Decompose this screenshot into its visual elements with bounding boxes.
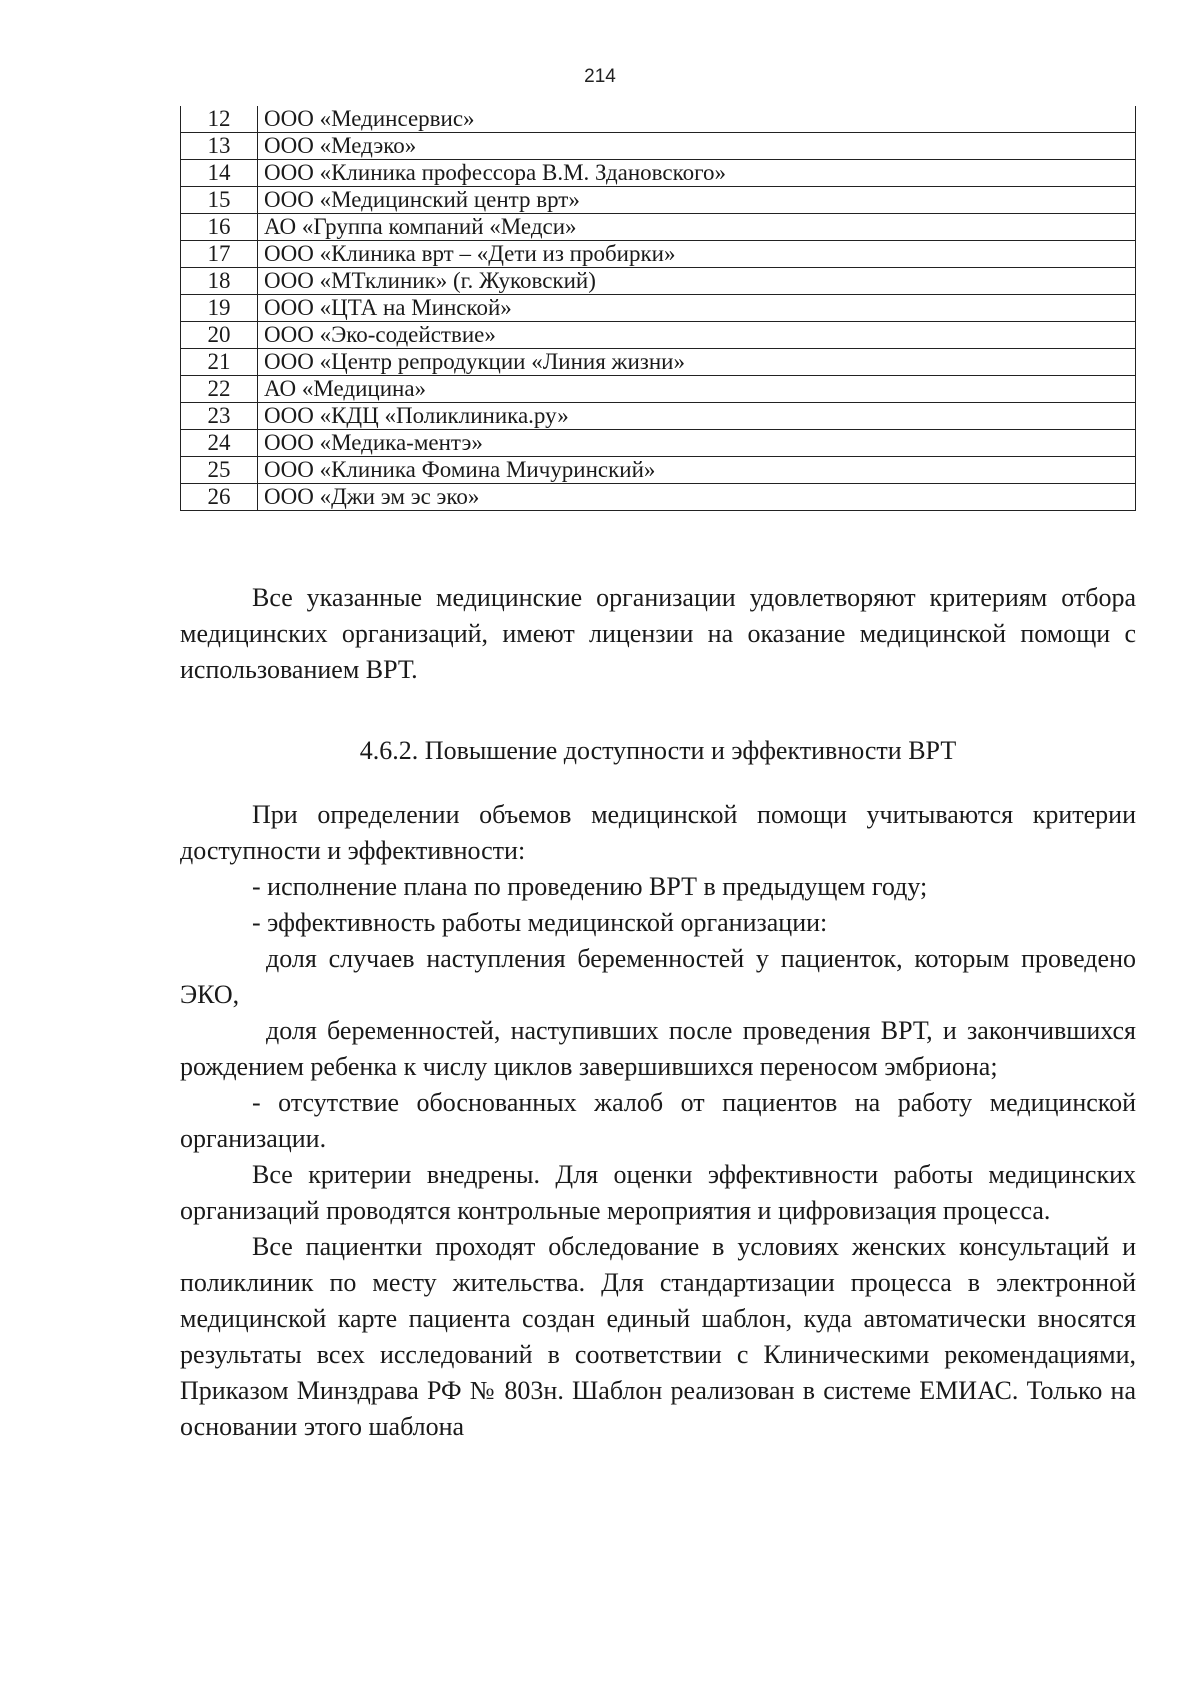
organization-name: ООО «Медика-ментэ» — [258, 430, 1136, 457]
row-number: 12 — [181, 106, 258, 133]
row-number: 21 — [181, 349, 258, 376]
organization-name: ООО «ЦТА на Минской» — [258, 295, 1136, 322]
table-row — [181, 457, 1136, 484]
list-item-plan: - исполнение плана по проведению ВРТ в предыдущем году; — [252, 872, 928, 901]
organization-name: ООО «Клиника профессора В.М. Здановского» — [258, 160, 1136, 187]
organization-name: ООО «Медицинский центр врт» — [258, 187, 1136, 214]
row-number: 23 — [181, 403, 258, 430]
organization-name: ООО «Мединсервис» — [258, 106, 1136, 133]
section-heading: 4.6.2. Повышение доступности и эффективности ВРТ — [359, 736, 957, 765]
paragraph-criteria-implemented: Все критерии внедрены. Для оценки эффективности работы медицинских организаций проводятся контрольные мероприятия и цифровизация процесса. — [180, 1160, 1136, 1225]
table-row — [181, 241, 1136, 268]
organization-name: ООО «Джи эм эс эко» — [258, 484, 1136, 511]
table-row — [181, 160, 1136, 187]
table-row — [181, 106, 1136, 133]
row-number: 16 — [181, 214, 258, 241]
organization-name: АО «Медицина» — [258, 376, 1136, 403]
page-number: 214 — [584, 66, 616, 87]
table-row — [181, 430, 1136, 457]
row-number: 14 — [181, 160, 258, 187]
sub-item-birth-rate: доля беременностей, наступивших после проведения ВРТ, и закончившихся рождением ребенка к числу циклов завершившихся переносом эмбриона; — [180, 1016, 1136, 1081]
table-row — [181, 403, 1136, 430]
table-row — [181, 349, 1136, 376]
table-row — [181, 484, 1136, 511]
table-row — [181, 295, 1136, 322]
table-row — [181, 214, 1136, 241]
organization-name: ООО «Клиника врт – «Дети из пробирки» — [258, 241, 1136, 268]
table-row — [181, 187, 1136, 214]
list-item-complaints: - отсутствие обоснованных жалоб от пациентов на работу медицинской организации. — [180, 1088, 1136, 1153]
organization-name: ООО «Медэко» — [258, 133, 1136, 160]
row-number: 26 — [181, 484, 258, 511]
paragraph-criteria-met — [180, 580, 1136, 688]
row-number: 13 — [181, 133, 258, 160]
row-number: 18 — [181, 268, 258, 295]
paragraph-text: Все указанные медицинские организации удовлетворяют критериям отбора медицинских организаций, имеют лицензии на оказание медицинской помощи с использованием ВРТ. — [180, 583, 1136, 684]
paragraph-volume-criteria: При определении объемов медицинской помощи учитываются критерии доступности и эффективности: — [180, 800, 1136, 865]
organization-name: ООО «МТклиник» (г. Жуковский) — [258, 268, 1136, 295]
organizations-table-body — [181, 106, 1136, 511]
row-number: 25 — [181, 457, 258, 484]
table-row — [181, 322, 1136, 349]
organization-name: ООО «Центр репродукции «Линия жизни» — [258, 349, 1136, 376]
table-row — [181, 268, 1136, 295]
table-row — [181, 376, 1136, 403]
organization-name: ООО «Клиника Фомина Мичуринский» — [258, 457, 1136, 484]
row-number: 15 — [181, 187, 258, 214]
sub-item-pregnancy-rate: доля случаев наступления беременностей у пациенток, которым проведено ЭКО, — [180, 944, 1136, 1009]
row-number: 19 — [181, 295, 258, 322]
row-number: 22 — [181, 376, 258, 403]
organization-name: АО «Группа компаний «Медси» — [258, 214, 1136, 241]
paragraph-patient-examination: Все пациентки проходят обследование в условиях женских консультаций и поликлиник по месту жительства. Для стандартизации процесса в электронной медицинской карте пациента создан единый шаблон, куда автоматически вносятся результаты всех исследований в соответствии с Клиническими рекомендациями, Приказом Минздрава РФ № 803н. Шаблон реализован в системе ЕМИАС. Только на основании этого шаблона — [180, 1232, 1136, 1441]
organizations-table — [180, 106, 1136, 511]
list-item-efficiency: - эффективность работы медицинской организации: — [252, 908, 828, 937]
row-number: 20 — [181, 322, 258, 349]
organization-name: ООО «Эко-содействие» — [258, 322, 1136, 349]
organization-name: ООО «КДЦ «Поликлиника.ру» — [258, 403, 1136, 430]
table-row — [181, 133, 1136, 160]
criteria-section — [180, 797, 1136, 1445]
row-number: 17 — [181, 241, 258, 268]
row-number: 24 — [181, 430, 258, 457]
